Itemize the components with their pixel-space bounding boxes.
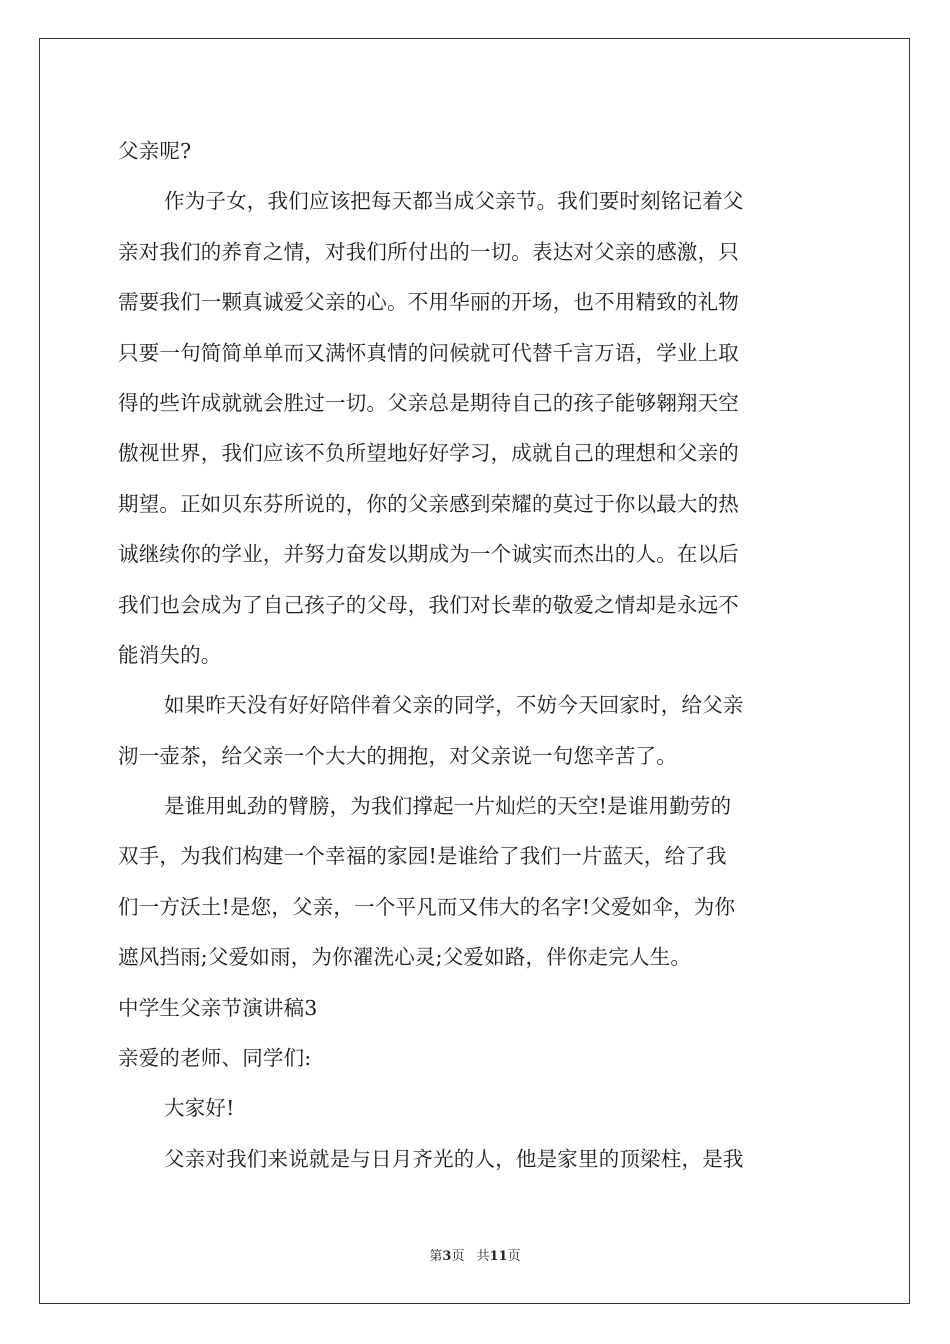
text-line: 遮风挡雨;父爱如雨，为你濯洗心灵;父爱如路，伴你走完人生。 [118,945,692,970]
total-prefix: 共 [476,1249,490,1264]
text-line: 作为子女，我们应该把每天都当成父亲节。我们要时刻铭记着父 [164,189,744,214]
text-line: 亲对我们的养育之情，对我们所付出的一切。表达对父亲的感激，只 [118,239,739,264]
greeting: 大家好! [164,1096,235,1121]
section-heading: 中学生父亲节演讲稿3 [118,995,318,1020]
text-line: 沏一壶茶，给父亲一个大大的拥抱，对父亲说一句您辛苦了。 [118,743,677,768]
salutation: 亲爱的老师、同学们: [118,1046,312,1071]
page-number: 3 [442,1249,452,1264]
text-line: 期望。正如贝东芬所说的，你的父亲感到荣耀的莫过于你以最大的热 [118,491,739,516]
text-line: 们一方沃土!是您，父亲，一个平凡而又伟大的名字!父爱如伞，为你 [118,894,736,919]
text-line: 诚继续你的学业，并努力奋发以期成为一个诚实而杰出的人。在以后 [118,542,739,567]
text-line: 需要我们一颗真诚爱父亲的心。不用华丽的开场，也不用精致的礼物 [118,290,739,315]
text-line: 如果昨天没有好好陪伴着父亲的同学，不妨今天回家时，给父亲 [164,693,744,718]
text-line: 得的些许成就就会胜过一切。父亲总是期待自己的孩子能够翱翔天空 [118,390,739,415]
text-line: 能消失的。 [118,642,222,667]
text-line: 双手，为我们构建一个幸福的家园!是谁给了我们一片蓝天，给了我 [118,844,727,869]
document-body [118,126,838,1184]
text-line: 父亲对我们来说就是与日月齐光的人，他是家里的顶梁柱，是我 [164,1146,744,1171]
page-prefix: 第 [429,1249,443,1264]
total-pages: 11 [489,1249,508,1264]
text-line: 我们也会成为了自己孩子的父母，我们对长辈的敬爱之情却是永远不 [118,592,739,617]
page-suffix: 页 [451,1249,465,1264]
text-line: 傲视世界，我们应该不负所望地好好学习，成就自己的理想和父亲的 [118,441,739,466]
page-footer [0,1247,950,1267]
text-line: 父亲呢? [118,139,192,163]
total-suffix: 页 [507,1249,521,1264]
text-line: 是谁用虬劲的臂膀，为我们撑起一片灿烂的天空!是谁用勤劳的 [164,794,732,819]
text-line: 只要一句简简单单而又满怀真情的问候就可代替千言万语，学业上取 [118,340,739,365]
